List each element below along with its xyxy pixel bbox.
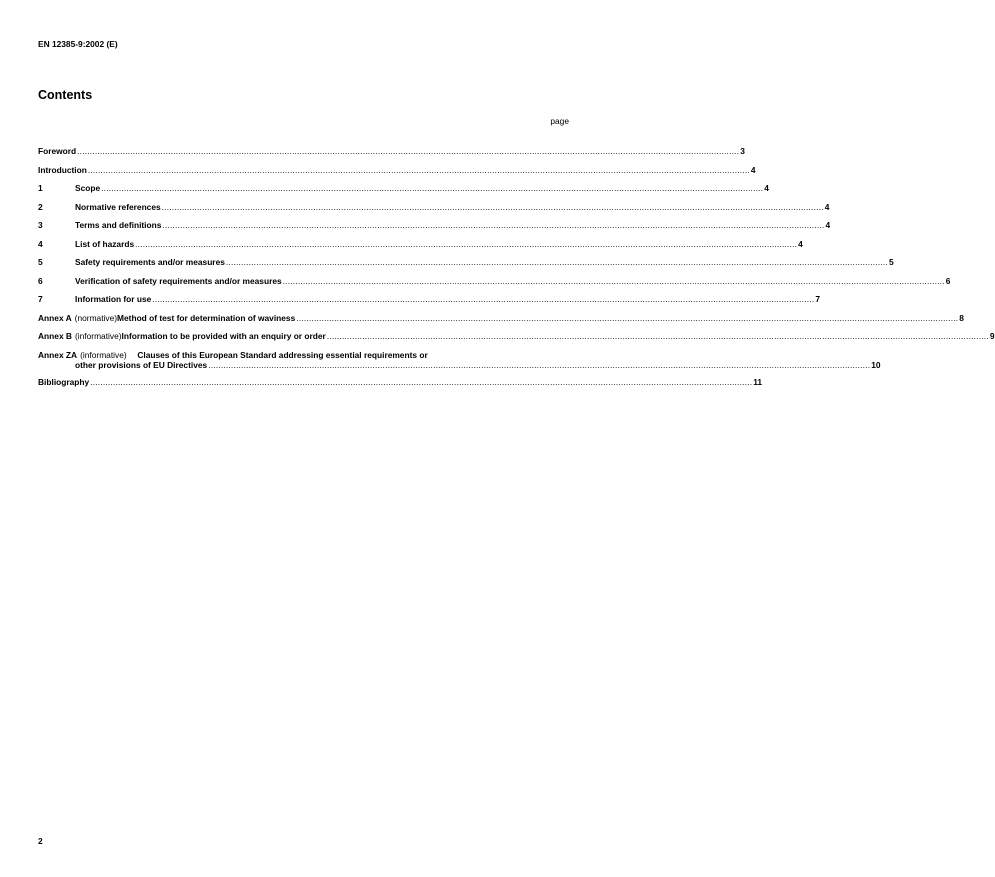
- leader-dots: ......................................................................................................................................................................................................................................................................: [225, 257, 888, 267]
- toc-entry-page: 11: [753, 376, 763, 387]
- leader-dots: ......................................................................................................................................................................................................................................................................: [326, 331, 989, 341]
- toc-entry-number: 3: [38, 220, 43, 230]
- toc-entry-text: Information to be provided with an enquiry or order: [121, 331, 326, 341]
- toc-entry-text: List of hazards: [75, 238, 135, 249]
- toc-entry-list-of-hazards[interactable]: [38, 238, 803, 258]
- toc-entry-page: 7: [815, 294, 821, 304]
- leader-dots: ......................................................................................................................................................................................................................................................................: [296, 312, 959, 323]
- toc-entry-scope[interactable]: [38, 183, 769, 202]
- toc-entry-page: 9: [989, 331, 995, 341]
- toc-entry-text: Introduction: [38, 164, 87, 175]
- toc-entry-text: Normative references: [75, 201, 161, 212]
- leader-dots: ......................................................................................................................................................................................................................................................................: [162, 220, 825, 230]
- toc-entry-page: 4: [798, 238, 803, 249]
- leader-dots: ......................................................................................................................................................................................................................................................................: [152, 294, 815, 304]
- toc-entry-text: Verification of safety requirements and/or measures: [75, 275, 282, 286]
- toc-entry-page: 4: [824, 201, 830, 212]
- toc-entry-number: 7: [38, 294, 43, 304]
- toc-entry-number: 5: [38, 257, 43, 267]
- toc-entry-foreword[interactable]: [38, 146, 745, 165]
- leader-dots: ......................................................................................................................................................................................................................................................................: [161, 201, 824, 212]
- toc-entry-page: 4: [764, 183, 769, 193]
- table-of-contents: [38, 146, 995, 395]
- toc-entry-text: Terms and definitions: [75, 220, 162, 230]
- toc-entry-text-line1: Clauses of this European Standard addressing essential requirements or: [137, 349, 428, 360]
- toc-entry-annex-a[interactable]: [38, 312, 964, 332]
- toc-entry-number: 6: [38, 275, 43, 286]
- toc-entry-text: Safety requirements and/or measures: [75, 257, 225, 267]
- toc-entry-page: 4: [825, 220, 831, 230]
- toc-annex-label: Annex B: [38, 331, 72, 341]
- leader-dots: ......................................................................................................................................................................................................................................................................: [77, 146, 740, 156]
- page-number: 2: [38, 836, 43, 846]
- toc-entry-terms-and-definitions[interactable]: [38, 220, 831, 239]
- leader-dots: ......................................................................................................................................................................................................................................................................: [90, 376, 753, 387]
- toc-entry-text: Foreword: [38, 146, 77, 156]
- toc-entry-safety-requirements[interactable]: [38, 257, 894, 276]
- leader-dots: ......................................................................................................................................................................................................................................................................: [282, 275, 945, 286]
- toc-annex-type: (informative): [74, 331, 122, 341]
- toc-entry-text-line2: other provisions of EU Directives: [75, 359, 208, 370]
- leader-dots: ......................................................................................................................................................................................................................................................................: [101, 183, 764, 193]
- toc-annex-label: Annex ZA: [38, 349, 77, 360]
- toc-annex-type: (normative): [74, 312, 118, 323]
- toc-entry-bibliography[interactable]: [38, 376, 763, 396]
- toc-entry-page: 5: [888, 257, 894, 267]
- toc-entry-page: 10: [871, 359, 881, 370]
- toc-annex-type: (informative): [80, 349, 127, 360]
- toc-annex-label: Annex A: [38, 312, 72, 323]
- page-title: Contents: [38, 88, 93, 102]
- toc-entry-introduction[interactable]: [38, 164, 756, 184]
- toc-entry-page: 3: [740, 146, 745, 156]
- toc-entry-number: 4: [38, 238, 43, 249]
- toc-entry-information-for-use[interactable]: [38, 294, 821, 313]
- toc-entry-annex-b[interactable]: [38, 331, 995, 350]
- toc-entry-page: 6: [945, 275, 951, 286]
- leader-dots: ......................................................................................................................................................................................................................................................................: [135, 238, 798, 249]
- toc-entry-verification[interactable]: [38, 275, 951, 295]
- leader-dots: ......................................................................................................................................................................................................................................................................: [87, 164, 750, 175]
- toc-entry-text: Scope: [75, 183, 101, 193]
- toc-entry-text: Method of test for determination of waviness: [117, 312, 296, 323]
- toc-entry-number: 2: [38, 201, 43, 212]
- leader-dots: ......................................................................................................................................................................................................................................................................: [208, 359, 871, 370]
- toc-entry-normative-references[interactable]: [38, 201, 830, 221]
- toc-entry-annex-za[interactable]: [38, 349, 881, 371]
- toc-entry-text: Bibliography: [38, 376, 90, 387]
- toc-entry-text: Information for use: [75, 294, 152, 304]
- toc-entry-page: 4: [750, 164, 756, 175]
- toc-entry-page: 8: [959, 312, 964, 323]
- page-column-label: page: [550, 116, 569, 126]
- document-id-header: EN 12385-9:2002 (E): [38, 39, 118, 49]
- toc-entry-number: 1: [38, 183, 43, 193]
